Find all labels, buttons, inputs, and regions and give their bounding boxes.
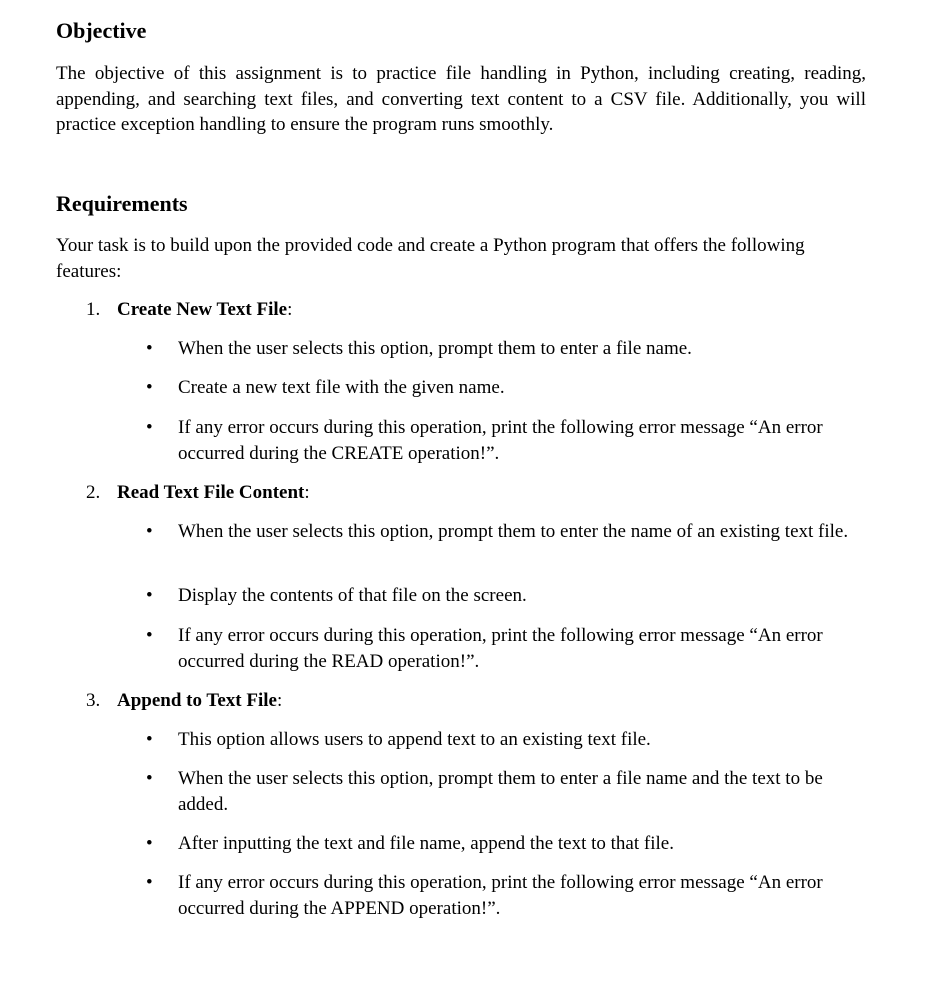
- item-suffix: :: [287, 299, 293, 320]
- list-item-read: [86, 480, 310, 505]
- bullet-text: After inputting the text and file name, append the text to that file.: [178, 833, 674, 854]
- bullet-icon: •: [146, 521, 153, 542]
- bullet-text: This option allows users to append text to an existing text file.: [178, 729, 651, 750]
- bullet-text: Create a new text file with the given name.: [178, 377, 505, 398]
- bullet-item: [146, 623, 866, 674]
- bullet-item: [146, 519, 866, 545]
- list-item-create: [86, 297, 292, 322]
- item-suffix: :: [304, 482, 310, 503]
- bullet-icon: •: [146, 585, 153, 606]
- item-number: 2.: [86, 482, 101, 503]
- bullet-icon: •: [146, 417, 153, 438]
- requirements-heading: Requirements: [56, 191, 188, 216]
- objective-heading: Objective: [56, 18, 147, 43]
- item-title: Create New Text File: [117, 299, 288, 320]
- bullet-text: Display the contents of that file on the screen.: [178, 585, 527, 606]
- bullet-item: [146, 831, 866, 857]
- bullet-item: [146, 336, 866, 362]
- bullet-text: When the user selects this option, prompt them to enter the name of an existing text file.: [178, 521, 849, 542]
- item-number: 1.: [86, 299, 101, 320]
- item-number: 3.: [86, 690, 101, 711]
- bullet-text: When the user selects this option, prompt them to enter a file name.: [178, 338, 692, 359]
- item-title: Append to Text File: [117, 690, 277, 711]
- item-title: Read Text File Content: [117, 482, 305, 503]
- objective-paragraph: The objective of this assignment is to practice file handling in Python, including creating, reading, appending, and searching text files, and converting text content to a CSV file. Additionally, you will practice exception handling to ensure the program runs smoothly.: [56, 63, 866, 135]
- item-suffix: :: [276, 690, 283, 711]
- bullet-text: If any error occurs during this operation, print the following error message “An error occurred during the CREATE operation!”.: [178, 417, 823, 464]
- bullet-item: [146, 870, 866, 921]
- bullet-icon: •: [146, 338, 153, 359]
- bullet-text: When the user selects this option, prompt them to enter a file name and the text to be added.: [178, 768, 823, 815]
- bullet-item: [146, 727, 866, 753]
- bullet-item: [146, 375, 866, 401]
- bullet-icon: •: [146, 377, 153, 398]
- list-item-append: [86, 688, 282, 713]
- bullet-item: [146, 415, 866, 466]
- bullet-icon: •: [146, 872, 153, 893]
- bullet-text: If any error occurs during this operation, print the following error message “An error occurred during the READ operation!”.: [178, 625, 823, 672]
- bullet-text: If any error occurs during this operation, print the following error message “An error occurred during the APPEND operation!”.: [178, 872, 823, 919]
- bullet-icon: •: [146, 833, 153, 854]
- bullet-item: [146, 766, 866, 817]
- requirements-intro: Your task is to build upon the provided code and create a Python program that offers the following features:: [56, 235, 805, 282]
- bullet-icon: •: [146, 625, 153, 646]
- bullet-item: [146, 583, 866, 609]
- bullet-icon: •: [146, 768, 153, 789]
- bullet-icon: •: [146, 729, 153, 750]
